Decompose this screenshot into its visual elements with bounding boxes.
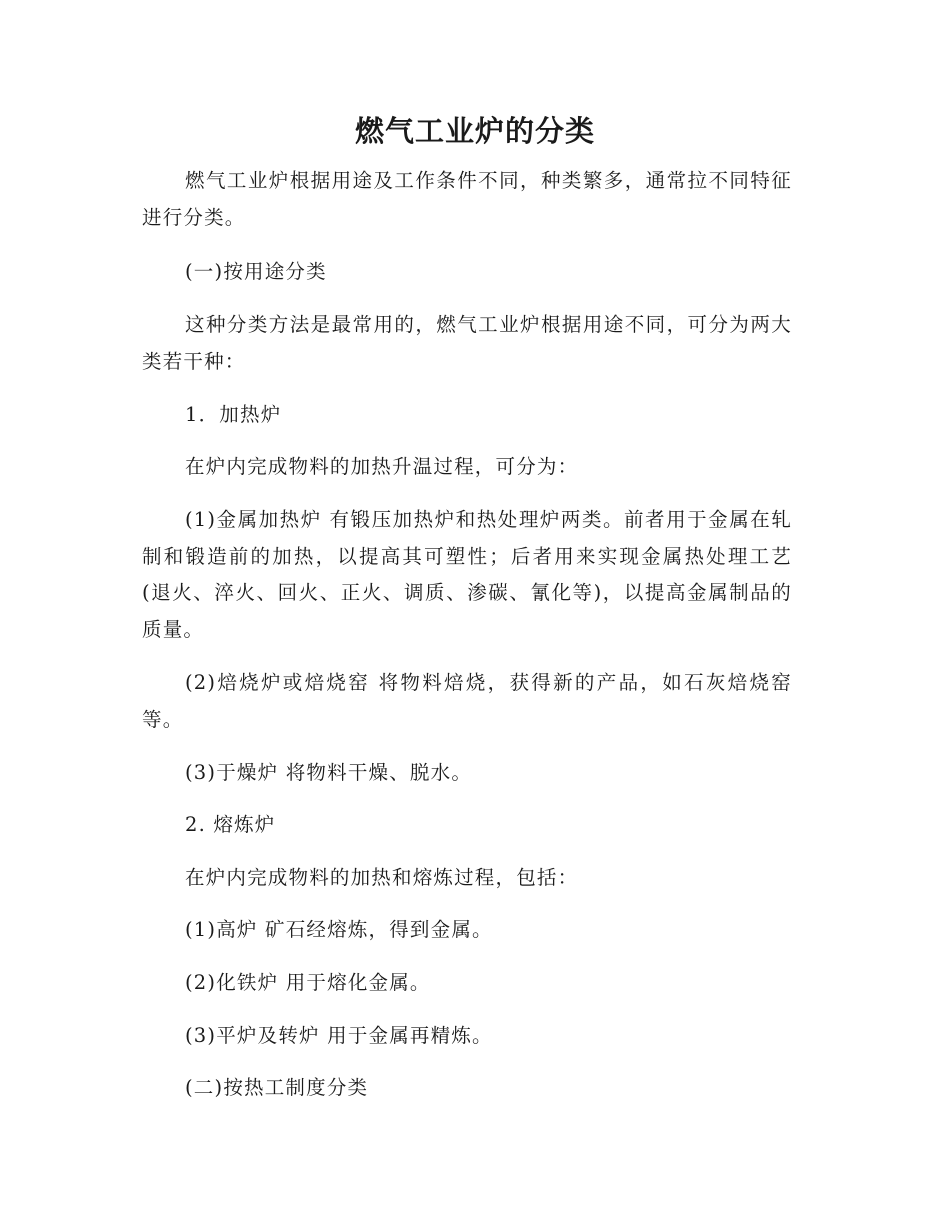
heading-smelting-furnace: 2. 熔炼炉 xyxy=(185,813,276,836)
paragraph-metal-heating-furnace: (1)金属加热炉 有锻压加热炉和热处理炉两类。前者用于金属在轧制和锻造前的加热，以提高其可塑性；后者用来实现金属热处理工艺(退火、淬火、回火、正火、调质、渗碳、氰化等)，以提高金属制品的质量。 xyxy=(142,508,792,641)
paragraph-heating-intro: 在炉内完成物料的加热升温过程，可分为： xyxy=(185,455,579,478)
paragraph-smelting-intro: 在炉内完成物料的加热和熔炼过程，包括： xyxy=(185,866,579,889)
heading-by-use: (一)按用途分类 xyxy=(185,260,327,283)
heading-heating-furnace: 1．加热炉 xyxy=(185,403,282,426)
heading-by-thermal-regime: (二)按热工制度分类 xyxy=(185,1076,369,1099)
paragraph-roasting-furnace: (2)焙烧炉或焙烧窑 将物料焙烧，获得新的产品，如石灰焙烧窑等。 xyxy=(142,671,792,731)
paragraph-open-hearth-converter: (3)平炉及转炉 用于金属再精炼。 xyxy=(185,1024,493,1047)
paragraph-cupola-furnace: (2)化铁炉 用于熔化金属。 xyxy=(185,971,431,994)
paragraph-blast-furnace: (1)高炉 矿石经熔炼，得到金属。 xyxy=(185,918,493,941)
document-title: 燃气工业炉的分类 xyxy=(354,114,595,148)
paragraph-intro: 燃气工业炉根据用途及工作条件不同，种类繁多，通常拉不同特征进行分类。 xyxy=(142,169,792,229)
paragraph-by-use: 这种分类方法是最常用的，燃气工业炉根据用途不同，可分为两大类若干种： xyxy=(142,313,792,373)
paragraph-drying-furnace: (3)于燥炉 将物料干燥、脱水。 xyxy=(185,761,473,784)
